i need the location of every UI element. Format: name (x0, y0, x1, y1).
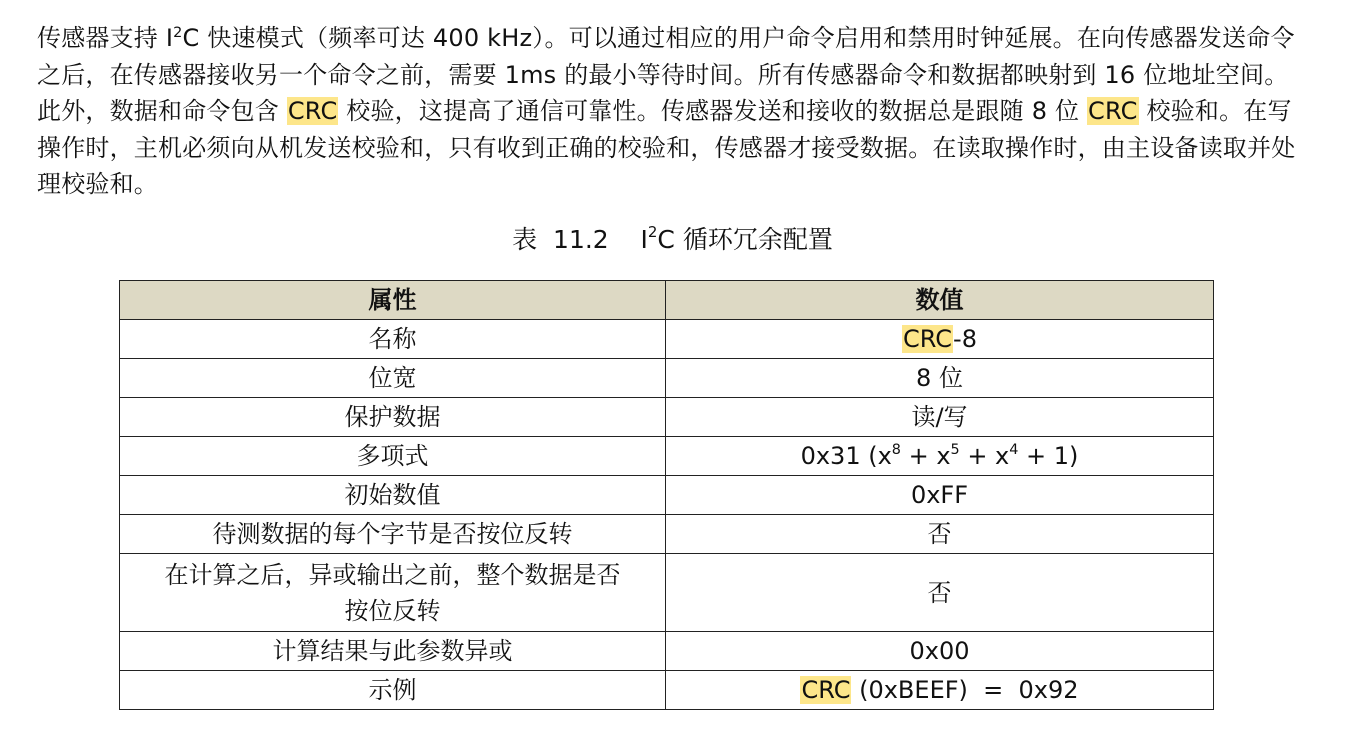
value-text: -8 (953, 325, 977, 353)
value-cell (666, 437, 1214, 476)
intro-text-4: 校验和。在写操作时，主机必须向从机发送校验和，只有收到正确的校验和，传感器才接受数据。在读取操作时，由主设备读取并处理校验和。 (37, 97, 1296, 198)
polynomial-part: + x (900, 442, 951, 470)
property-cell: 保护数据 (120, 398, 666, 437)
table-row (120, 671, 1214, 710)
value-cell: 读/写 (666, 398, 1214, 437)
table-row (120, 554, 1214, 632)
caption-superscript: 2 (647, 223, 658, 242)
crc-highlight: CRC (1088, 97, 1138, 125)
property-cell (120, 554, 666, 632)
value-cell: 0xFF (666, 476, 1214, 515)
property-cell: 待测数据的每个字节是否按位反转 (120, 515, 666, 554)
table-row (120, 359, 1214, 398)
property-cell: 多项式 (120, 437, 666, 476)
table-row (120, 515, 1214, 554)
value-cell: 否 (666, 554, 1214, 632)
table-caption (0, 224, 1345, 256)
value-text: (0xBEEF) = 0x92 (851, 676, 1079, 704)
polynomial-part: + 1) (1018, 442, 1079, 470)
crc-config-table (119, 280, 1214, 710)
table-row (120, 320, 1214, 359)
intro-superscript: 2 (173, 25, 183, 41)
intro-paragraph (37, 20, 1307, 203)
caption-prefix: 表 11.2 I (512, 225, 648, 254)
table-row (120, 476, 1214, 515)
property-cell: 示例 (120, 671, 666, 710)
intro-text-3: 校验，这提高了通信可靠性。传感器发送和接收的数据总是跟随 8 位 (338, 97, 1088, 125)
table-header-row (120, 281, 1214, 320)
caption-suffix: C 循环冗余配置 (657, 225, 833, 254)
value-cell (666, 671, 1214, 710)
table-row (120, 398, 1214, 437)
polynomial-part: 0x31 (x (800, 442, 892, 470)
table-row (120, 437, 1214, 476)
crc-highlight: CRC (287, 97, 338, 125)
property-cell: 位宽 (120, 359, 666, 398)
polynomial-exponent: 5 (950, 441, 960, 458)
header-property: 属性 (120, 281, 666, 320)
polynomial-exponent: 4 (1009, 441, 1019, 458)
intro-text-2: C 快速模式（频率可达 400 kHz）。可以通过相应的用户命令启用和禁用时钟延展。在向传感器发送命令之后，在传感器接收另一个命令之前，需要 1ms 的最小等待时间。所有传感器命令和数据都映射到 16 位地址空间。此外，数据和命令包含 (37, 24, 1295, 125)
property-line: 在计算之后，异或输出之前，整个数据是否 (164, 560, 621, 589)
property-cell: 初始数值 (120, 476, 666, 515)
value-cell: 8 位 (666, 359, 1214, 398)
crc-highlight: CRC (801, 676, 851, 704)
property-line: 按位反转 (344, 596, 441, 625)
table-row (120, 632, 1214, 671)
polynomial-part: + x (959, 442, 1010, 470)
intro-text-1: 传感器支持 I (37, 24, 174, 52)
property-cell: 名称 (120, 320, 666, 359)
header-value: 数值 (666, 281, 1214, 320)
polynomial-exponent: 8 (891, 441, 901, 458)
value-cell: 0x00 (666, 632, 1214, 671)
crc-highlight: CRC (903, 325, 953, 353)
property-cell: 计算结果与此参数异或 (120, 632, 666, 671)
value-cell: 否 (666, 515, 1214, 554)
value-cell (666, 320, 1214, 359)
